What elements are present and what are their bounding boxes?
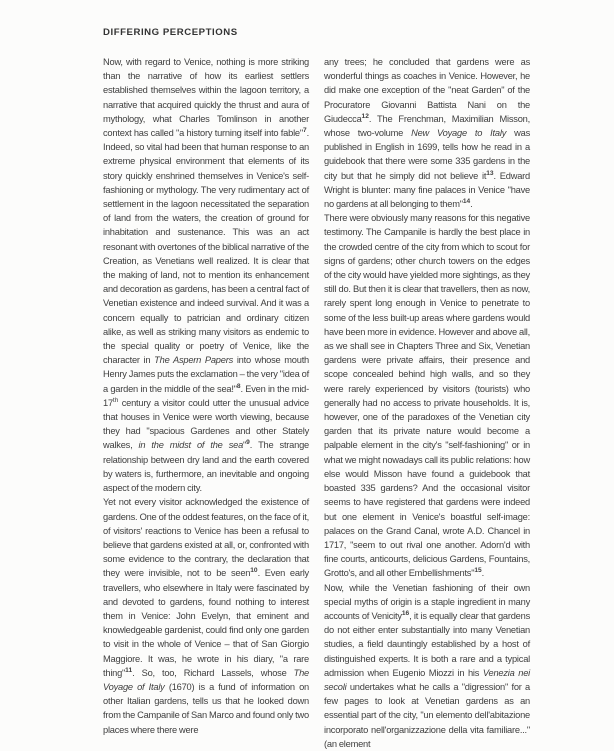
footnote-marker: 13 [486, 169, 494, 177]
paragraph: any trees; he concluded that gardens were as wonderful things as coaches in Venice. However, he did make one exception of the "neat Garden" of the Procuratore Giovanni Battista Nani on the Giudecca$^{12}$. The Frenchman, Maximilian Misson, whose two-volume New Voyage to Italy was published in English in 1699, tells how he read in a guidebook that there were some 335 gardens in the city but that he simply did not believe it$^{13}$. Edward Wright is blunter: many fine palaces in Venice "have no gardens at all belonging to them"$^{14}$. [324, 57, 531, 210]
left-column [103, 55, 309, 751]
italic-title-text: The Aspern Papers [154, 355, 234, 366]
italic-title-text: The Voyage of Italy [103, 667, 309, 692]
footnote-marker: 11 [125, 666, 133, 674]
page-content [103, 27, 531, 751]
right-column [324, 55, 530, 751]
paragraph: Now, with regard to Venice, nothing is more striking than the narrative of how its earliest settlers established themselves within the lagoon territory, a narrative that acquired quickly the thrust and aura of mythology, what Charles Tomlinson in another context has called "a history turning itself into fable"$^7$. Indeed, so vital had been that human response to an extreme physical environment that elements of its story quickly enshrined themselves in Venice's self-fashioning or mythology. The very rudimentary act of settlement in the lagoon necessitated the separation of land from the waters, the creation of ground for inhabitation and sustenance. This was an act resonant with overtones of the biblical narrative of the Creation, as Venetians well realized. It is clear that the making of land, not to mention its enhancement and decoration as gardens, has been a central fact of Venetian existence and indeed survival. And it was a concern equally to patrician and ordinary citizen alike, as well as striking many visitors as endemic to the special quality or poetry of Venice, like the character in The Aspern Papers into whose mouth Henry James puts the exclamation – the very "idea of a garden in the middle of the sea!"$^8$. Even in the mid-17th century a visitor could utter the unusual advice that houses in Venice were worth viewing, because they had "spacious Gardenes and other Stately walkes, in the midst of the sea"$^9$. The strange relationship between dry land and the earth covered by waters is, furthermore, an inevitable and ongoing aspect of the modern city. [103, 57, 310, 494]
footnote-marker: 9 [246, 439, 250, 447]
italic-title-text: Venezia nei secoli [324, 667, 530, 692]
footnote-marker: 14 [462, 197, 471, 205]
section-heading: DIFFERING PERCEPTIONS [103, 27, 238, 38]
footnote-marker: 8 [236, 382, 241, 390]
paragraph: Now, while the Venetian fashioning of their own special myths of origin is a staple ingredient in many accounts of Venicity$^{16}$, it is equally clear that gardens do not either enter substantially into many Venetian studies, a field dauntingly established by a host of distinguished experts. It is both a rare and a typical admission when Eugenio Miozzi in his Venezia nei secoli undertakes what he calls a "digression" for a few pages to look at Venetian gardens as an essential part of the city, "un elemento dell'abitazione incorporato nell'organizzazione della vita familiare..." (an element [324, 582, 530, 749]
footnote-marker: 15 [474, 567, 482, 575]
text-columns [103, 55, 531, 751]
footnote-marker: 16 [401, 609, 410, 617]
ordinal-suffix: th [112, 396, 119, 404]
footnote-marker: 7 [302, 126, 307, 134]
paragraph: Yet not every visitor acknowledged the existence of gardens. One of the oddest features, on the face of it, of visitors' reactions to Venice has been a refusal to believe that gardens existed at all, or, confronted with some evidence to the contrary, the declaration that they were invisible, not to be seen$^{10}$. Even early travellers, who elsewhere in Italy were fascinated by and devoted to gardens, found nothing to interest them in Venice: John Evelyn, that eminent and knowledgeable gardenist, could find only one garden to visit in the whole of Venice – that of San Giorgio Maggiore. It was, he wrote in his diary, "a rare thing"$^{11}$. So, too, Richard Lassels, whose The Voyage of Italy (1670) is a fund of information on other Italian gardens, tells us that he looked down from the Campanile of San Marco and found only two places where there were [103, 497, 309, 735]
italic-title-text: New Voyage to Italy [411, 128, 507, 139]
paragraph: There were obviously many reasons for this negative testimony. The Campanile is hardly the best place in the crowded centre of the city from which to scout for signs of gardens; other church towers on the edges of the city would have yielded more sightings, as they still do. But then it is clear that travellers, then as now, rarely spent long enough in Venice to penetrate to some of the less built-up areas where gardens would have been more in evidence. However and above all, as we shall see in Chapters Three and Six, Venetian gardens were private affairs, their presence and scope concealed behind high walls, and so they were rarely experienced by visitors (tourists) who generally had no access to private households. It is, however, one of the paradoxes of the Venetian city garden that its private nature would become a palpable element in the city's "self-fashioning" or in what we might nowadays call its public relations: how else would Misson have found a guidebook that boasted 335 gardens? And the occasional visitor seems to have registered that gardens were indeed but one element in Venice's boastful self-image: palaces on the Grand Canal, wrote A.D. Chancel in 1717, "seem to out rival one another. Adorn'd with fine courts, anticourts, delicious Gardens, Fountains, Grotto's, and all other Embellishments"$^{15}$. [324, 213, 530, 579]
footnote-marker: 10 [250, 567, 258, 575]
footnote-marker: 12 [361, 112, 369, 120]
italic-title-text: in the midst of the sea [138, 440, 244, 451]
